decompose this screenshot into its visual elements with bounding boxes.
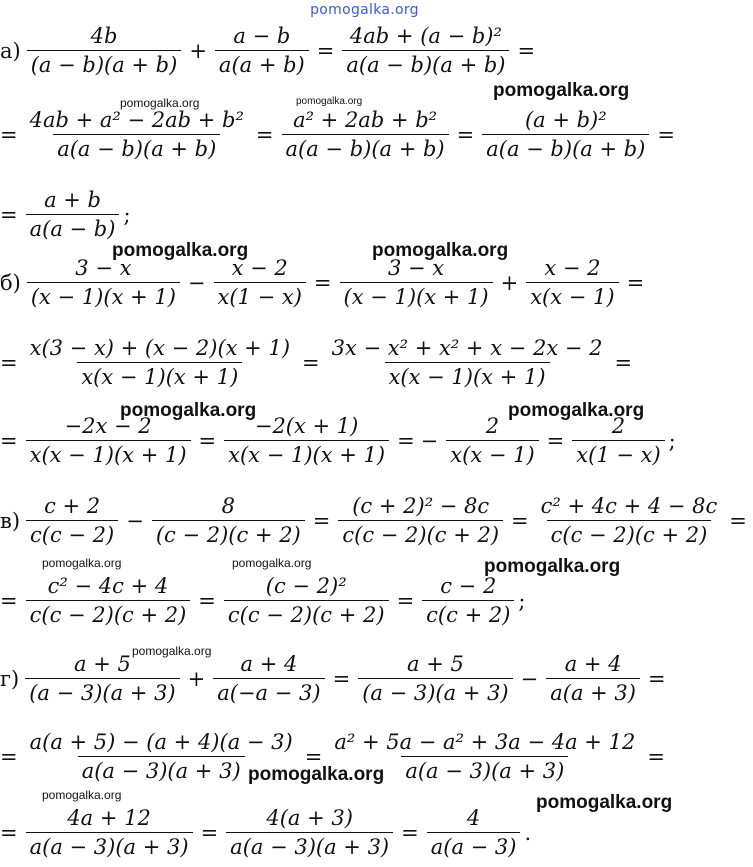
- equals-sign: =: [657, 122, 675, 147]
- period: .: [524, 820, 532, 845]
- equals-sign: =: [401, 820, 419, 845]
- minus-sign: −: [126, 508, 144, 533]
- equals-sign: =: [332, 666, 351, 691]
- fraction: $\frac{\text{4ab + a² − 2ab + b²}}{a(a - b)(a + b)}$: [29, 108, 244, 161]
- watermark: pomogalka.org: [42, 556, 122, 570]
- fraction: $\frac{x(3 - x) + (x - 2)(x + 1)}{x(x - 1)(x + 1)}$: [29, 336, 291, 389]
- equals-sign: =: [511, 508, 529, 533]
- fraction: $\frac{3 - x}{(x - 1)(x + 1)}$: [27, 256, 180, 309]
- line-g-3: [0, 806, 531, 859]
- fraction: $\frac{4(a + 3)}{a(a - 3)(a + 3)}$: [226, 806, 393, 859]
- fraction: $\frac{\text{c² + 4c + 4 − 8c}}{c(c - 2)(c + 2)}$: [540, 494, 718, 547]
- equals-sign: =: [198, 428, 217, 453]
- equals-sign: =: [316, 38, 335, 63]
- watermark: pomogalka.org: [493, 80, 630, 101]
- watermark: pomogalka.org: [112, 240, 249, 261]
- equals-sign: =: [0, 350, 18, 375]
- fraction: $\frac{\text{c² − 4c + 4}}{c(c - 2)(c + 2)}$: [26, 574, 191, 627]
- fraction: $\frac{\text{a² + 2ab + b²}}{a(a - b)(a + b)}$: [282, 108, 449, 161]
- watermark-top: pomogalka.org: [310, 2, 419, 18]
- equals-sign: =: [729, 508, 747, 533]
- watermark: pomogalka.org: [296, 96, 363, 107]
- fraction: $\frac{-2x - 2}{x(x - 1)(x + 1)}$: [26, 414, 191, 467]
- fraction: $\frac{a + 5}{(a - 3)(a + 3)}$: [25, 652, 179, 705]
- semicolon: ;: [123, 202, 131, 227]
- plus-sign: +: [187, 666, 206, 691]
- fraction: $\frac{\text{3x − x² + x² + x − 2x − 2}}{x(x - 1)(x + 1)}$: [331, 336, 603, 389]
- label-b: б): [0, 270, 21, 295]
- fraction: $\frac{x - 2}{x(1 - x)}$: [214, 256, 306, 309]
- fraction: $\frac{\text{(c + 2)² − 8c}}{c(c - 2)(c + 2)}$: [338, 494, 503, 547]
- equals-sign: =: [302, 350, 320, 375]
- watermark: pomogalka.org: [42, 788, 122, 802]
- line-g-1: [0, 652, 672, 705]
- fraction: $\frac{2}{x(1 - x)}$: [572, 414, 664, 467]
- fraction: $\frac{a(a + 5) - (a + 4)(a - 3)}{a(a - 3)(a + 3)}$: [29, 730, 293, 783]
- semicolon: ;: [668, 428, 676, 453]
- equals-sign: =: [200, 820, 219, 845]
- watermark: pomogalka.org: [372, 240, 509, 261]
- fraction: $\frac{2}{x(x - 1)}$: [446, 414, 538, 467]
- label-v: в): [0, 508, 21, 533]
- equals-sign: =: [304, 744, 323, 769]
- equals-sign: =: [0, 202, 18, 227]
- fraction: $\frac{4a + 12}{a(a - 3)(a + 3)}$: [26, 806, 193, 859]
- fraction: $\frac{a + 5}{(a - 3)(a + 3)}$: [358, 652, 512, 705]
- equals-sign: =: [0, 428, 18, 453]
- watermark: pomogalka.org: [120, 400, 257, 421]
- fraction: $\frac{c - 2}{c(c + 2)}$: [422, 574, 514, 627]
- watermark: pomogalka.org: [536, 792, 673, 813]
- minus-sign: −: [187, 270, 206, 295]
- label-g: г): [0, 666, 20, 691]
- watermark: pomogalka.org: [484, 556, 621, 577]
- plus-sign: +: [189, 38, 207, 63]
- equals-sign: =: [255, 122, 274, 147]
- watermark: pomogalka.org: [120, 96, 200, 110]
- fraction: $\frac{8}{(c - 2)(c + 2)}$: [152, 494, 305, 547]
- fraction: $\frac{\text{(a + b)²}}{a(a - b)(a + b)}$: [482, 108, 649, 161]
- fraction: $\frac{4}{a(a - 3)}$: [427, 806, 521, 859]
- equals-sign: =: [647, 666, 666, 691]
- equals-sign: =: [396, 588, 415, 613]
- fraction: $\frac{c + 2}{c(c - 2)}$: [26, 494, 118, 547]
- fraction: $\frac{-2(x + 1)}{x(x - 1)(x + 1)}$: [224, 414, 389, 467]
- equals-sign: =: [198, 588, 216, 613]
- equals-sign: =: [397, 428, 415, 453]
- watermark: pomogalka.org: [248, 764, 385, 785]
- equals-sign: =: [0, 122, 18, 147]
- watermark: pomogalka.org: [132, 644, 212, 658]
- line-a-1: [0, 24, 541, 77]
- equals-sign: =: [614, 350, 633, 375]
- line-b-2: [0, 336, 638, 389]
- label-a: а): [0, 38, 21, 63]
- fraction: $\frac{x - 2}{x(x - 1)}$: [526, 256, 618, 309]
- line-b-1: [0, 256, 650, 309]
- equals-sign: =: [456, 122, 475, 147]
- fraction: $\frac{\text{4ab + (a − b)²}}{a(a - b)(a + b)}$: [342, 24, 509, 77]
- line-a-3: [0, 188, 131, 241]
- fraction: $\frac{a + 4}{a(-a - 3)}$: [213, 652, 324, 705]
- line-a-2: [0, 108, 681, 161]
- minus-sign: −: [520, 666, 539, 691]
- fraction: $\frac{a + 4}{a(a + 3)}$: [546, 652, 640, 705]
- equals-sign: =: [0, 588, 18, 613]
- line-v-1: [0, 494, 753, 547]
- line-v-2: [0, 574, 525, 627]
- plus-sign: +: [500, 270, 519, 295]
- fraction: $\frac{3 - x}{(x - 1)(x + 1)}$: [340, 256, 493, 309]
- equals-sign: =: [312, 508, 331, 533]
- equals-sign: =: [626, 270, 645, 295]
- minus-sign: −: [420, 428, 439, 453]
- equals-sign: =: [0, 820, 18, 845]
- equals-sign: =: [546, 428, 565, 453]
- fraction: $\frac{\text{a² + 5a − a² + 3a − 4a + 12}}{a(a - 3)(a + 3)}$: [334, 730, 636, 783]
- watermark: pomogalka.org: [232, 556, 312, 570]
- equals-sign: =: [0, 744, 18, 769]
- equals-sign: =: [517, 38, 536, 63]
- fraction: $\frac{\text{(c − 2)²}}{c(c - 2)(c + 2)}$: [224, 574, 389, 627]
- semicolon: ;: [518, 588, 526, 613]
- equals-sign: =: [647, 744, 665, 769]
- watermark: pomogalka.org: [508, 400, 645, 421]
- fraction: $\frac{a - b}{a(a + b)}$: [215, 24, 309, 77]
- fraction: $\frac{a + b}{a(a - b)}$: [26, 188, 120, 241]
- equals-sign: =: [313, 270, 332, 295]
- fraction: $\frac{4b}{(a - b)(a + b)}$: [27, 24, 182, 77]
